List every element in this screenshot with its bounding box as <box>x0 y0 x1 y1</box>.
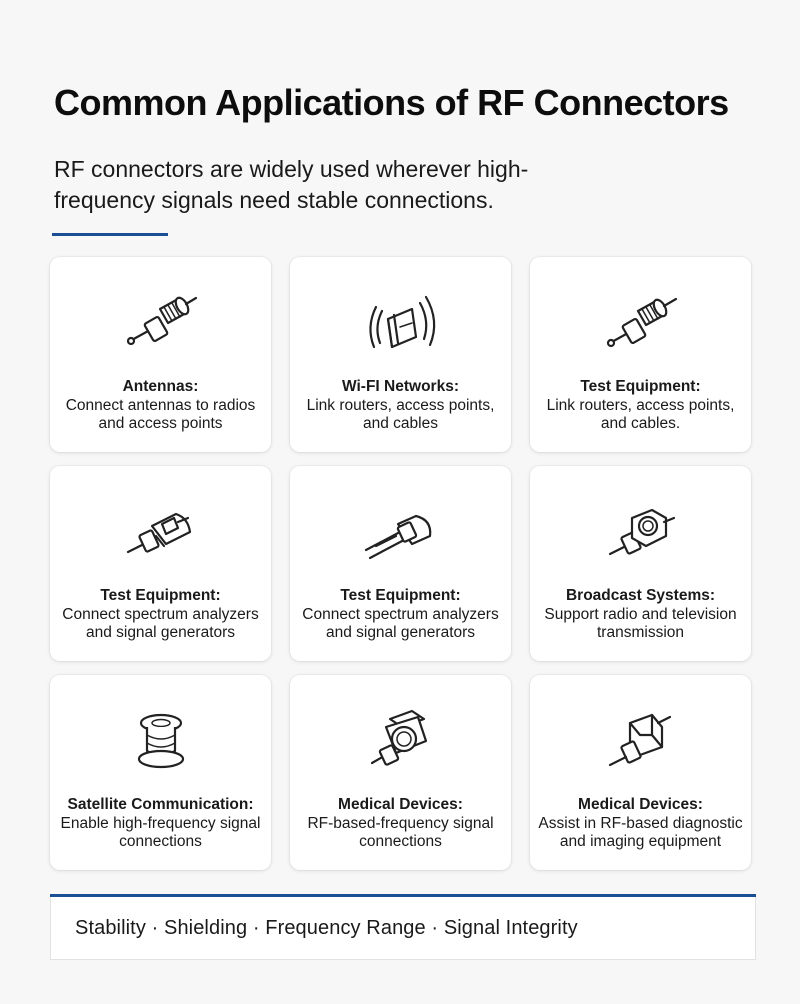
card-label: Wi-FI Networks: <box>342 378 459 395</box>
card-label: Medical Devices: <box>578 796 703 813</box>
rf-connector-icon <box>116 279 206 369</box>
card-description: Connect spectrum analyzers and signal generators <box>302 605 499 641</box>
card-description: Link routers, access points, and cables <box>306 396 495 432</box>
card-description: RF-based-frequency signal connections <box>307 814 494 850</box>
card-wifi-networks <box>290 257 511 452</box>
card-label: Test Equipment: <box>340 587 461 604</box>
card-description: Assist in RF-based diagnostic and imaging equipment <box>538 814 743 850</box>
footer-box <box>50 897 756 960</box>
card-description: Link routers, access points, and cables. <box>546 396 735 432</box>
card-medical-devices-2 <box>530 675 751 870</box>
card-label: Satellite Communication: <box>67 796 254 813</box>
hex-connector-icon <box>596 488 686 578</box>
adapter-connector-icon <box>596 697 686 787</box>
card-label: Medical Devices: <box>338 796 463 813</box>
bulkhead-connector-icon <box>356 488 446 578</box>
card-description: Support radio and television transmission <box>544 605 737 641</box>
card-description: Connect antennas to radios and access points <box>65 396 256 432</box>
right-angle-connector-icon <box>116 488 206 578</box>
page-title: Common Applications of RF Connectors <box>54 82 729 123</box>
card-label: Broadcast Systems: <box>565 587 716 604</box>
card-label: Test Equipment: <box>580 378 701 395</box>
card-broadcast-systems <box>530 466 751 661</box>
card-label: Test Equipment: <box>100 587 221 604</box>
card-description: Connect spectrum analyzers and signal generators <box>62 605 259 641</box>
card-medical-devices-1 <box>290 675 511 870</box>
applications-grid <box>50 257 755 869</box>
rf-connector-icon <box>596 279 686 369</box>
card-antennas <box>50 257 271 452</box>
card-test-equipment-3 <box>290 466 511 661</box>
accent-rule <box>52 233 168 236</box>
footer-text: Stability · Shielding · Frequency Range · Signal Integrity <box>75 917 578 939</box>
card-label: Antennas: <box>122 378 199 395</box>
card-test-equipment-1 <box>530 257 751 452</box>
wifi-connector-icon <box>356 279 446 369</box>
panel-mount-connector-icon <box>356 697 446 787</box>
card-satellite-communication <box>50 675 271 870</box>
card-test-equipment-2 <box>50 466 271 661</box>
card-description: Enable high-frequency signal connections <box>60 814 261 850</box>
page-subtitle: RF connectors are widely used wherever high-frequency signals need stable connections. <box>54 156 529 213</box>
flange-connector-icon <box>116 697 206 787</box>
